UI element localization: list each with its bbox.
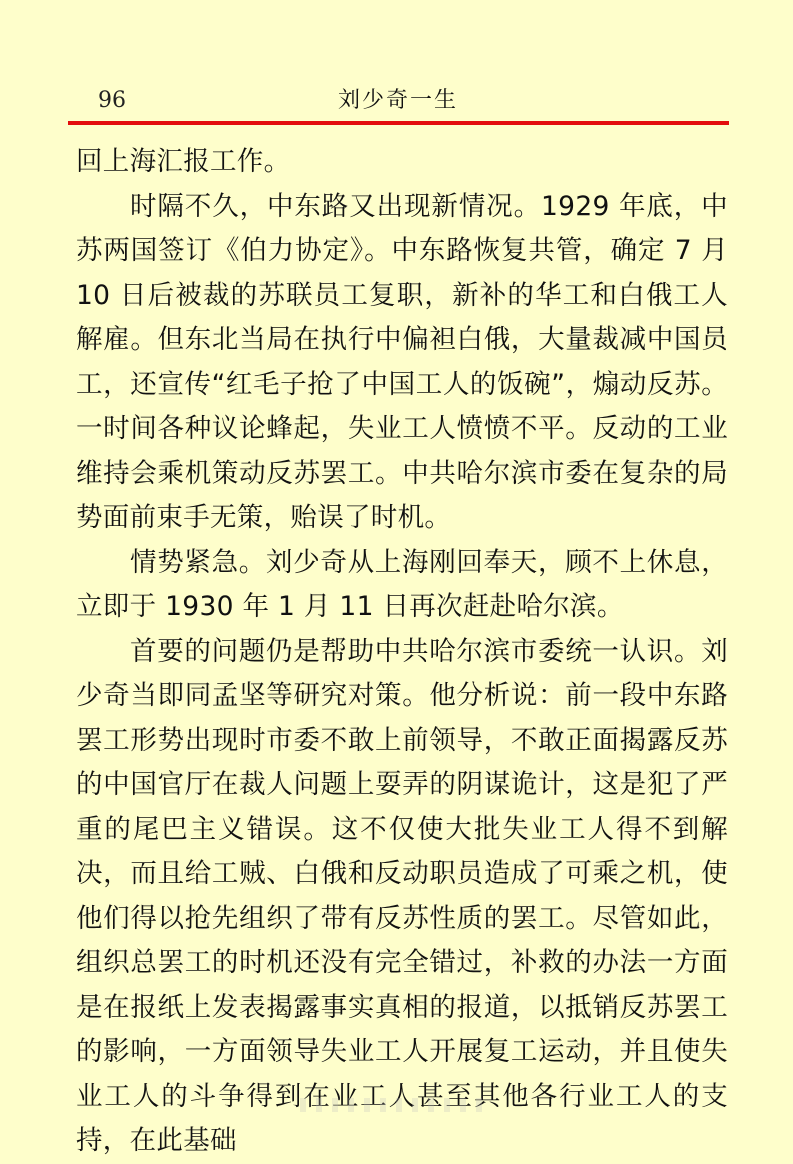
paragraph-continuation: 回上海汇报工作。 bbox=[76, 146, 291, 177]
scan-artifact bbox=[300, 1098, 490, 1112]
paragraph: 首要的问题仍是帮助中共哈尔滨市委统一认识。刘少奇当即同孟坚等研究对策。他分析说：前一段中东路罢工形势出现时市委不敢上前领导，不敢正面揭露反苏的中国官厅在裁人问题上耍弄的阴谋诡计，这是犯了严重的尾巴主义错误。这不仅使大批失业工人得不到解决，而且给工贼、白俄和反动职员造成了可乘之机，使他们得以抢先组织了带有反苏性质的罢工。尽管如此，组织总罢工的时机还没有完全错过，补救的办法一方面是在报纸上发表揭露事实真相的报道，以抵销反苏罢工的影响，一方面领导失业工人开展复工运动，并且使失业工人的斗争得到在业工人甚至其他各行业工人的支持，在此基础 bbox=[76, 635, 728, 1156]
body-text bbox=[76, 140, 728, 1164]
header-divider bbox=[68, 121, 729, 125]
page-number: 96 bbox=[98, 88, 126, 113]
running-title: 刘少奇一生 bbox=[337, 88, 458, 113]
paragraph: 情势紧急。刘少奇从上海刚回奉天，顾不上休息，立即于 1930 年 1 月 11 日再次赶赴哈尔滨。 bbox=[76, 546, 728, 622]
page-header bbox=[68, 86, 728, 122]
paragraph: 时隔不久，中东路又出现新情况。1929 年底，中苏两国签订《伯力协定》。中东路恢复共管，确定 7 月 10 日后被裁的苏联员工复职，新补的华工和白俄工人解雇。但东北当局在执行中偏袒白俄，大量裁减中国员工，还宣传“红毛子抢了中国工人的饭碗”，煽动反苏。一时间各种议论蜂起，失业工人愤愤不平。反动的工业维持会乘机策动反苏罢工。中共哈尔滨市委在复杂的局势面前束手无策，贻误了时机。 bbox=[76, 190, 728, 533]
